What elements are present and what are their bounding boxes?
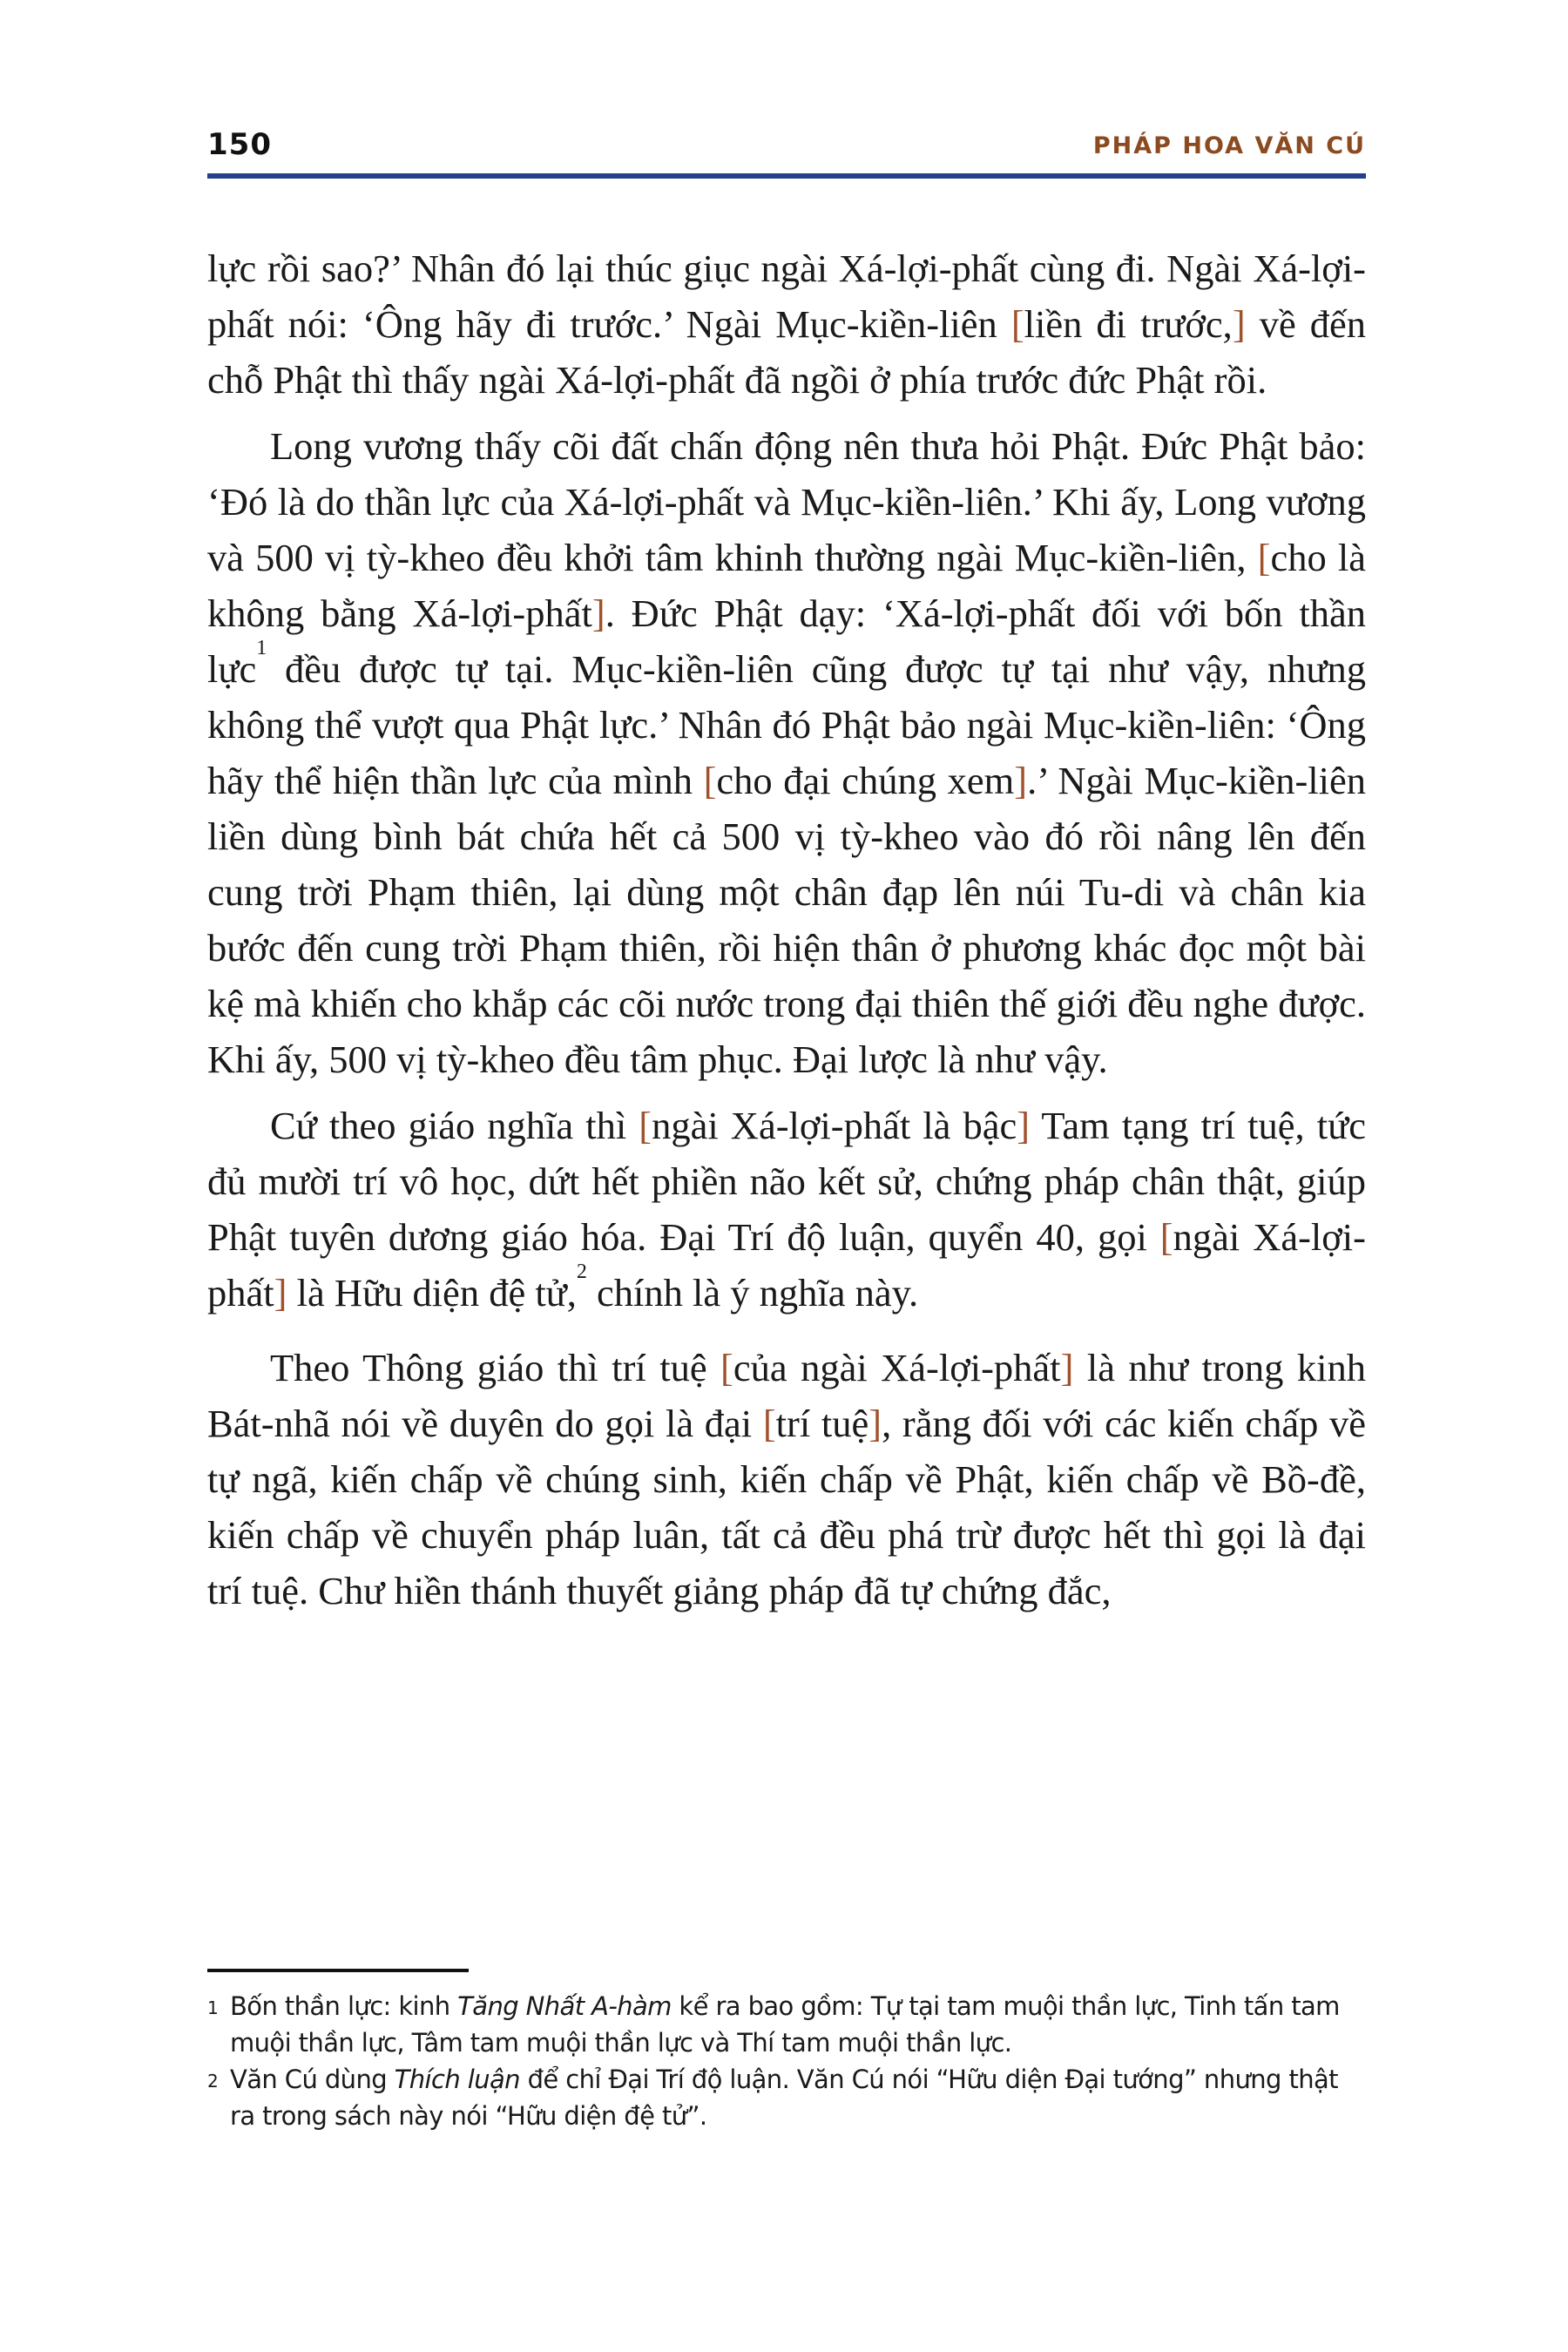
running-title: PHÁP HOA VĂN CÚ: [1092, 132, 1366, 159]
footnote-ref-1[interactable]: 1: [256, 637, 267, 659]
bracket-close: ]: [1060, 1346, 1074, 1389]
footnote-mark: 1: [207, 1997, 219, 2018]
footnote-separator: [207, 1969, 469, 1972]
bracket-open: [: [1159, 1215, 1173, 1259]
bracket-open: [: [703, 759, 717, 802]
paragraph-1: lực rồi sao?’ Nhân đó lại thúc giục ngài Xá-lợi-phất cùng đi. Ngài Xá-lợi-phất nói: ‘Ông hãy đi trước.’ Ngài Mục-kiền-liên [liền đi trước,] về đến chỗ Phật thì thấy ngài Xá-lợi-phất đã ngồi ở phía trước đức Phật rồi.: [207, 247, 1366, 402]
bracket-close: ]: [868, 1402, 882, 1445]
book-title: Tăng Nhất A-hàm: [457, 1991, 672, 2021]
paragraph-3: Cứ theo giáo nghĩa thì [ngài Xá-lợi-phất là bậc] Tam tạng trí tuệ, tức đủ mười trí vô học, dứt hết phiền não kết sử, chứng pháp chân thật, giúp Phật tuyên dương giáo hóa. Đại Trí độ luận, quyển 40, gọi [ngài Xá-lợi-phất] là Hữu diện đệ tử,$^2$ chính là ý nghĩa này.: [207, 1104, 1366, 1315]
bracket-close: ]: [1232, 302, 1246, 346]
footnotes: [207, 1988, 1366, 2134]
paragraph-2: Long vương thấy cõi đất chấn động nên thưa hỏi Phật. Đức Phật bảo: ‘Đó là do thần lực của Xá-lợi-phất và Mục-kiền-liên.’ Khi ấy, Long vương và 500 vị tỳ-kheo đều khởi tâm khinh thường ngài Mục-kiền-liên, [cho là không bằng Xá-lợi-phất]. Đức Phật dạy: ‘Xá-lợi-phất đối với bốn thần lực$^1$ đều được tự tại. Mục-kiền-liên cũng được tự tại như vậy, nhưng không thể vượt qua Phật lực.’ Nhân đó Phật bảo ngài Mục-kiền-liên: ‘Ông hãy thể hiện thần lực của mình [cho đại chúng xem].’ Ngài Mục-kiền-liên liền dùng bình bát chứa hết cả 500 vị tỳ-kheo vào đó rồi nâng lên đến cung trời Phạm thiên, lại dùng một chân đạp lên núi Tu-di và chân kia bước đến cung trời Phạm thiên, rồi hiện thân ở phương khác đọc một bài kệ mà khiến cho khắp các cõi nước trong đại thiên thế giới đều nghe được. Khi ấy, 500 vị tỳ-kheo đều tâm phục. Đại lược là như vậy.: [207, 424, 1367, 1081]
bracket-close: ]: [274, 1271, 287, 1315]
page-number: 150: [207, 127, 272, 162]
header-rule: [207, 173, 1366, 179]
editorial-insertion: trí tuệ: [775, 1402, 869, 1445]
bracket-open: [: [762, 1402, 776, 1445]
bracket-close: ]: [1014, 759, 1028, 802]
bracket-close: ]: [591, 591, 605, 635]
editorial-insertion: của ngài Xá-lợi-phất: [733, 1346, 1061, 1389]
footnote-ref-2[interactable]: 2: [576, 1260, 587, 1283]
editorial-insertion: ngài Xá-lợi-phất: [207, 1215, 1366, 1315]
body-text: [207, 240, 1366, 1629]
bracket-close: ]: [1017, 1104, 1031, 1147]
footnote-1: 1 Bốn thần lực: kinh Tăng Nhất A-hàm kể ra bao gồm: Tự tại tam muội thần lực, Tinh tấn tam muội thần lực, Tâm tam muội thần lực và Thí tam muội thần lực.: [207, 1991, 1340, 2058]
bracket-open: [: [639, 1104, 652, 1147]
footnote-mark: 2: [207, 2071, 219, 2092]
editorial-insertion: ngài Xá-lợi-phất là bậc: [652, 1104, 1017, 1147]
editorial-insertion: cho đại chúng xem: [716, 759, 1015, 802]
paragraph-4: Theo Thông giáo thì trí tuệ [của ngài Xá-lợi-phất] là như trong kinh Bát-nhã nói về duyên do gọi là đại [trí tuệ], rằng đối với các kiến chấp về tự ngã, kiến chấp về chúng sinh, kiến chấp về Phật, kiến chấp về Bồ-đề, kiến chấp về chuyển pháp luân, tất cả đều phá trừ được hết thì gọi là đại trí tuệ. Chư hiền thánh thuyết giảng pháp đã tự chứng đắc,: [207, 1346, 1367, 1612]
book-title: Thích luận: [394, 2065, 520, 2094]
footnote-2: 2 Văn Cú dùng Thích luận để chỉ Đại Trí độ luận. Văn Cú nói “Hữu diện Đại tướng” nhưng thật ra trong sách này nói “Hữu diện đệ tử”.: [207, 2065, 1338, 2131]
editorial-insertion: liền đi trước,: [1024, 302, 1233, 346]
bracket-open: [: [1010, 302, 1024, 346]
page-header: [207, 127, 1366, 179]
editorial-insertion: cho là không bằng Xá-lợi-phất: [207, 536, 1366, 635]
bracket-open: [: [720, 1346, 733, 1389]
bracket-open: [: [1257, 536, 1271, 579]
